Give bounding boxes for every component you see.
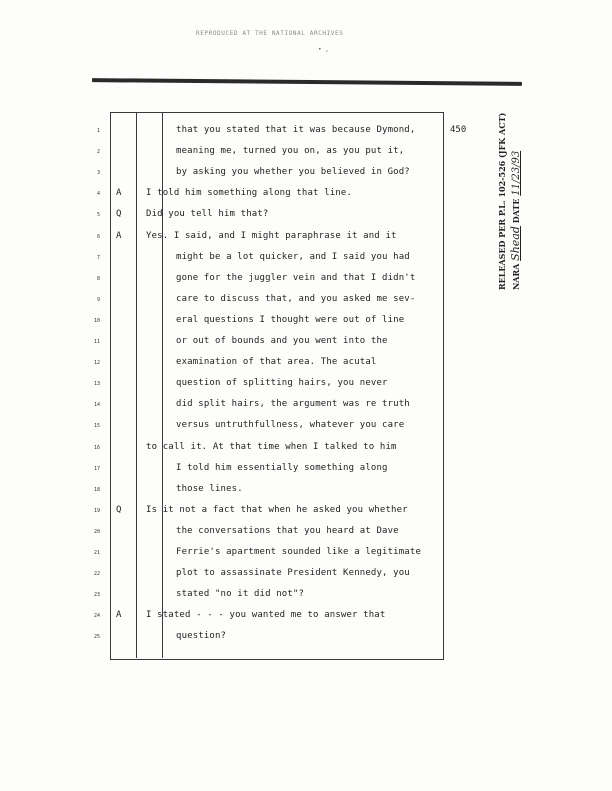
line-number: 22: [93, 571, 100, 578]
line-text: the conversations that you heard at Dave: [176, 525, 399, 536]
line-text: Did you tell him that?: [146, 209, 269, 220]
speaker-label: A: [116, 230, 122, 241]
line-number: 8: [96, 275, 100, 282]
transcript-line: [0, 484, 612, 504]
speaker-label: A: [116, 610, 122, 621]
line-text: that you stated that it was because Dymond,: [176, 125, 416, 135]
line-text: plot to assassinate President Kennedy, you: [176, 568, 410, 579]
transcript-line: [0, 315, 612, 335]
line-number: 16: [93, 444, 100, 451]
line-text: might be a lot quicker, and I said you had: [176, 251, 410, 262]
line-text: did split hairs, the argument was re truth: [176, 399, 410, 410]
transcript-line: [0, 294, 612, 314]
line-number: 4: [96, 191, 100, 198]
line-number: 11: [93, 339, 100, 345]
line-text: versus untruthfullness, whatever you care: [176, 420, 405, 431]
line-text: eral questions I thought were out of line: [176, 314, 405, 325]
transcript-line: [0, 378, 612, 398]
line-text: examination of that area. The acutal: [176, 357, 377, 368]
release-stamp-date: 11/23/93: [511, 150, 522, 196]
line-number: 20: [93, 528, 100, 535]
line-text: to call it. At that time when I talked to him: [146, 441, 397, 452]
line-number: 17: [93, 465, 100, 472]
line-text: Is it not a fact that when he asked you whether: [146, 504, 408, 515]
transcript-line: [0, 442, 612, 462]
line-text: stated "no it did not"?: [176, 589, 305, 600]
release-stamp-date-label: DATE: [511, 198, 521, 224]
line-text: Ferrie's apartment sounded like a legitimate: [176, 547, 422, 557]
transcript-line: [0, 357, 612, 377]
transcript-line: [0, 610, 612, 630]
speaker-label: Q: [116, 209, 122, 220]
release-stamp-nara: NARA: [511, 263, 521, 290]
line-number: 5: [96, 212, 100, 219]
transcript-line: [0, 631, 612, 651]
transcript-line: [0, 526, 612, 546]
line-number: 1: [96, 128, 100, 134]
line-number: 10: [93, 317, 100, 324]
header-marks: • ,: [318, 46, 329, 53]
line-number: 23: [93, 592, 100, 599]
speaker-label: Q: [116, 504, 122, 515]
release-stamp-line1: RELEASED PER P.L. 102-526 (JFK ACT): [497, 112, 507, 290]
line-number: 25: [93, 634, 100, 641]
line-number: 3: [96, 170, 100, 177]
release-stamp-line2: [509, 113, 523, 290]
line-text: or out of bounds and you went into the: [176, 336, 388, 346]
line-number: 21: [93, 550, 100, 556]
line-text: those lines.: [176, 483, 243, 494]
transcript-line: [0, 568, 612, 588]
transcript-line: [0, 336, 612, 356]
line-number: 19: [93, 507, 100, 514]
line-text: meaning me, turned you on, as you put it,: [176, 146, 405, 157]
line-number: 12: [93, 360, 100, 367]
line-number: 7: [96, 254, 100, 261]
page-number: 450: [450, 125, 467, 135]
line-number: 14: [93, 402, 100, 409]
line-text: I told him essentially something along: [176, 462, 388, 473]
transcript-line: [0, 589, 612, 609]
release-stamp-signature: Shead: [509, 226, 522, 261]
transcript-line: [0, 420, 612, 440]
transcript-line: [0, 547, 612, 567]
archive-header: REPRODUCED AT THE NATIONAL ARCHIVES: [196, 30, 344, 37]
line-text: gone for the juggler vein and that I didn't: [176, 272, 416, 283]
line-text: care to discuss that, and you asked me sev-: [176, 293, 416, 304]
line-number: 2: [96, 149, 100, 156]
line-number: 15: [93, 423, 100, 430]
release-stamp: [496, 113, 523, 290]
transcript-line: [0, 505, 612, 525]
line-text: question of splitting hairs, you never: [176, 378, 388, 389]
transcript-line: [0, 399, 612, 419]
line-text: I stated - - - you wanted me to answer that: [146, 610, 386, 621]
top-scan-bar: [92, 78, 522, 86]
transcript-line: [0, 463, 612, 483]
line-number: 6: [96, 233, 100, 240]
line-text: I told him something along that line.: [146, 188, 353, 199]
line-text: Yes. I said, and I might paraphrase it and it: [146, 230, 397, 241]
line-number: 13: [93, 381, 100, 388]
speaker-label: A: [116, 188, 122, 199]
line-text: question?: [176, 631, 227, 642]
line-text: by asking you whether you believed in God?: [176, 167, 410, 178]
line-number: 18: [93, 486, 100, 493]
line-number: 24: [93, 613, 100, 620]
line-number: 9: [96, 296, 100, 303]
